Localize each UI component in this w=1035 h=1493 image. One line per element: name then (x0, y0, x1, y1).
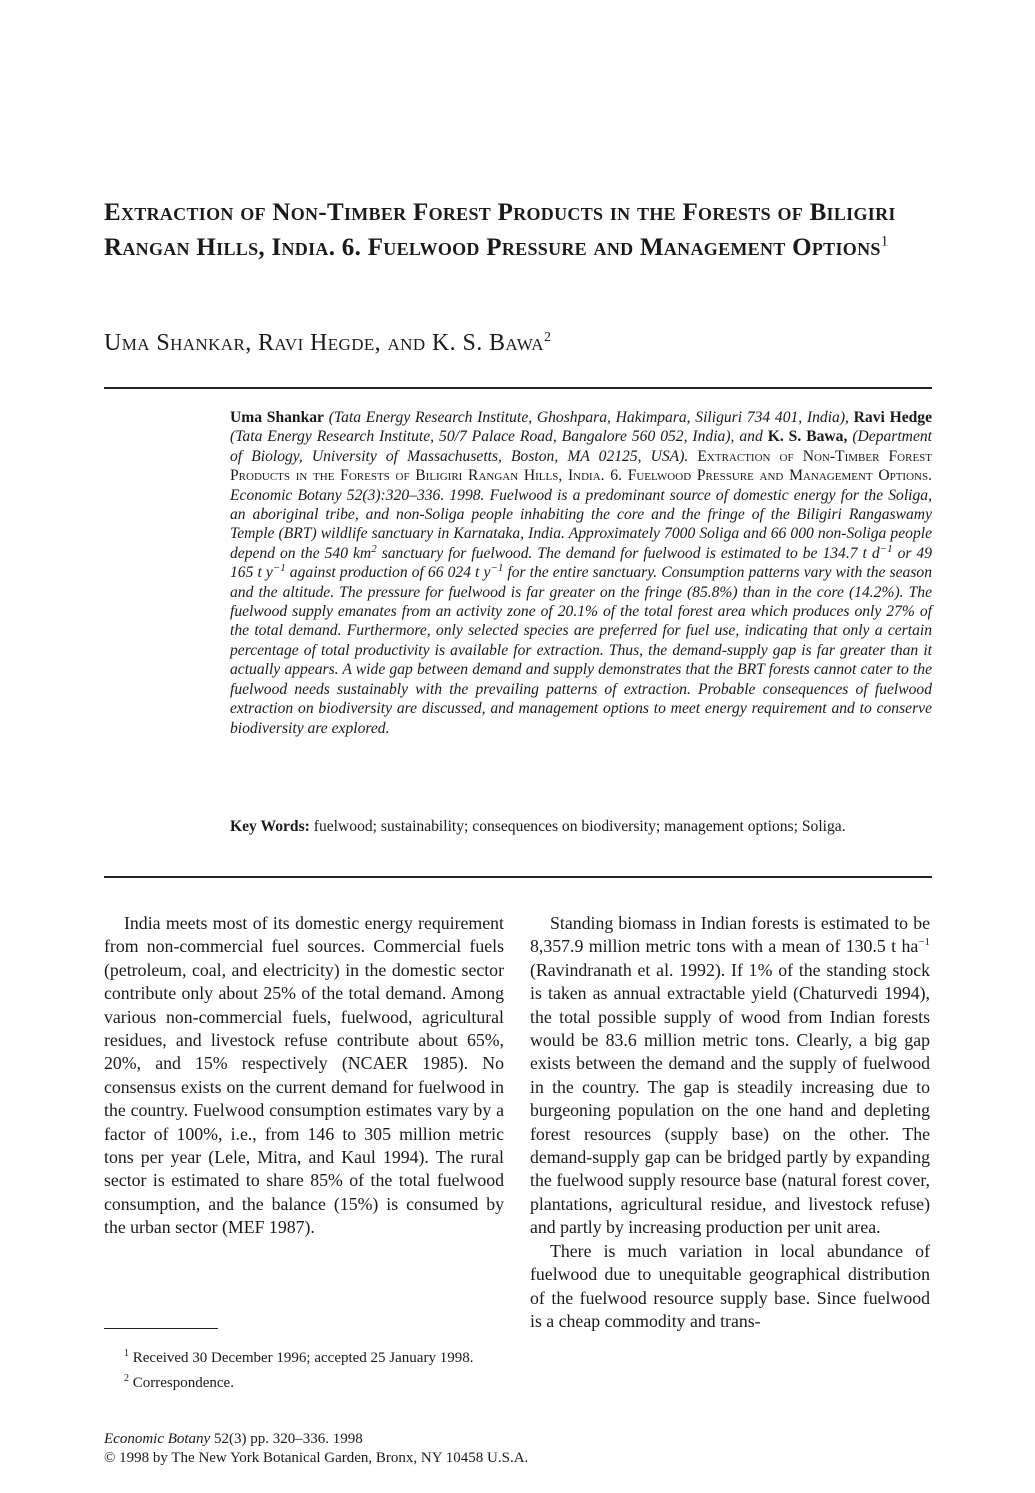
abstract-author2-name: Ravi Hedge (853, 409, 933, 426)
abstract-body-part3: or 49 165 t y (230, 544, 933, 582)
abstract-author1-name: Uma Shankar (230, 409, 324, 426)
abstract-body-part5: for the entire sanctuary. Consumption patterns vary with the season and the altitude. The pressure for fuelwood is far greater on the fringe (85.8%) than in the core (14.2%). The fuelwood supply emanates from an activity zone of 20.1% of the total forest area which produces only 27% of the total demand. Furthermore, only selected species are preferred for fuel use, indicating that only a certain percentage of total productivity is available for extraction. Thus, the demand-supply gap is far greater than it actually appears. A wide gap between demand and supply demonstrates that the BRT forests cannot cater to the fuelwood needs sustainably with the prevailing patterns of extraction. Probable consequences of fuelwood extraction on biodiversity are discussed, and management options to meet energy requirement and to conserve biodiversity are explored. (230, 564, 932, 737)
footnote-divider (104, 1328, 218, 1329)
left-column (104, 912, 504, 1240)
abstract-author3-name: K. S. Bawa, (767, 428, 848, 446)
page-footer (104, 1430, 804, 1468)
title-footnote-marker: 1 (880, 233, 889, 250)
right-paragraph-1-b: (Ravindranath et al. 1992). If 1% of the standing stock is taken as annual extractable yield (Chaturvedi 1994), the total possible supply of wood from Indian forests would be 83.6 million metric tons. Clearly, a big gap exists between the demand and the supply of fuelwood in the country. The gap is steadily increasing due to burgeoning population on the one hand and depleting forest resources (supply base) on the other. The demand-supply gap can be bridged partly by expanding the fuelwood supply resource base (natural forest cover, plantations, agricultural residue, and livestock refuse) and partly by increasing production per unit area. (530, 959, 930, 1238)
keywords-label: Key Words: (230, 818, 310, 835)
keywords (230, 817, 932, 836)
article-title (104, 195, 924, 265)
author-names: Uma Shankar, Ravi Hegde, and K. S. Bawa (104, 330, 544, 356)
footer-copyright: © 1998 by The New York Botanical Garden, Bronx, NY 10458 U.S.A. (104, 1450, 529, 1466)
footnote-1-text: Received 30 December 1996; accepted 25 January 1998. (132, 1350, 474, 1366)
abstract-sup-y1: −1 (272, 562, 286, 575)
article-title-text: Extraction of Non-Timber Forest Products in the Forests of Biligiri Rangan Hills, India. 6. Fuelwood Pressure and Management Options (104, 199, 896, 261)
footer-journal-name: Economic Botany (104, 1431, 211, 1447)
keywords-text: fuelwood; sustainability; consequences on biodiversity; management options; Soliga. (313, 818, 846, 835)
abstract-body (230, 487, 932, 737)
right-paragraph-1 (530, 912, 930, 1240)
abstract-author1-affiliation: (Tata Energy Research Institute, Ghoshpara, Hakimpara, Siliguri 734 401, India), (328, 409, 849, 426)
right-paragraph-1-a: Standing biomass in Indian forests is estimated to be 8,357.9 million metric tons with a mean of 130.5 t ha (530, 913, 930, 957)
footnotes (104, 1344, 504, 1393)
footnote-2-marker: 2 (124, 1372, 129, 1384)
bottom-divider (104, 876, 932, 878)
abstract-author3-affiliation: (Department of Biology, University of Massachusetts, Boston, MA 02125, USA). (230, 428, 932, 465)
footnote-1-marker: 1 (124, 1348, 129, 1359)
footer-journal-details: 52(3) pp. 320–336. 1998 (210, 1431, 363, 1447)
footnote-2 (104, 1369, 504, 1394)
author-byline (104, 330, 924, 357)
right-column (530, 912, 930, 1333)
abstract-article-title: Extraction of Non-Timber Forest Products in the Forests of Biligiri Rangan Hills, India. 6. Fuelwood Pressure and Management Options. (230, 447, 932, 485)
abstract-sup-km: 2 (371, 542, 377, 555)
abstract (230, 408, 932, 738)
right-paragraph-2: There is much variation in local abundance of fuelwood due to unequitable geographical distribution of the fuelwood resource supply base. Since fuelwood is a cheap commodity and trans- (530, 1240, 930, 1331)
abstract-body-part4: against production of 66 024 t y (285, 564, 491, 582)
footer-citation (104, 1430, 804, 1449)
right-paragraph-1-sup: −1 (918, 936, 930, 949)
footnote-2-text: Correspondence. (132, 1374, 234, 1391)
abstract-author2-affiliation: (Tata Energy Research Institute, 50/7 Palace Road, Bangalore 560 052, India), and (230, 428, 763, 446)
abstract-body-part2: sanctuary for fuelwood. The demand for fuelwood is estimated to be 134.7 t d (376, 544, 880, 562)
top-divider (104, 387, 932, 389)
abstract-citation: Economic Botany 52(3):320–336. 1998. (230, 486, 485, 504)
abstract-body-part1: Fuelwood is a predominant source of domestic energy for the Soliga, an aboriginal tribe, and non-Soliga people inhabiting the core and the fringe of the Biligiri Rangaswamy Temple (BRT) wildlife sanctuary in Karnataka, India. Approximately 7000 Soliga and 66 000 non-Soliga people depend on the 540 km (230, 486, 932, 562)
abstract-sup-y2: −1 (490, 562, 504, 575)
footnote-1 (104, 1344, 504, 1369)
abstract-sup-d: −1 (879, 542, 893, 555)
left-paragraph-1: India meets most of its domestic energy requirement from non-commercial fuel sources. Commercial fuels (petroleum, coal, and electricity) in the domestic sector contribute only about 25% of the total demand. Among various non-commercial fuels, fuelwood, agricultural residues, and livestock refuse contribute about 65%, 20%, and 15% respectively (NCAER 1985). No consensus exists on the current demand for fuelwood in the country. Fuelwood consumption estimates vary by a factor of 100%, i.e., from 146 to 305 million metric tons per year (Lele, Mitra, and Kaul 1994). The rural sector is estimated to share 85% of the total fuelwood consumption, and the balance (15%) is consumed by the urban sector (MEF 1987). (104, 913, 504, 1238)
author-footnote-marker: 2 (543, 330, 552, 345)
